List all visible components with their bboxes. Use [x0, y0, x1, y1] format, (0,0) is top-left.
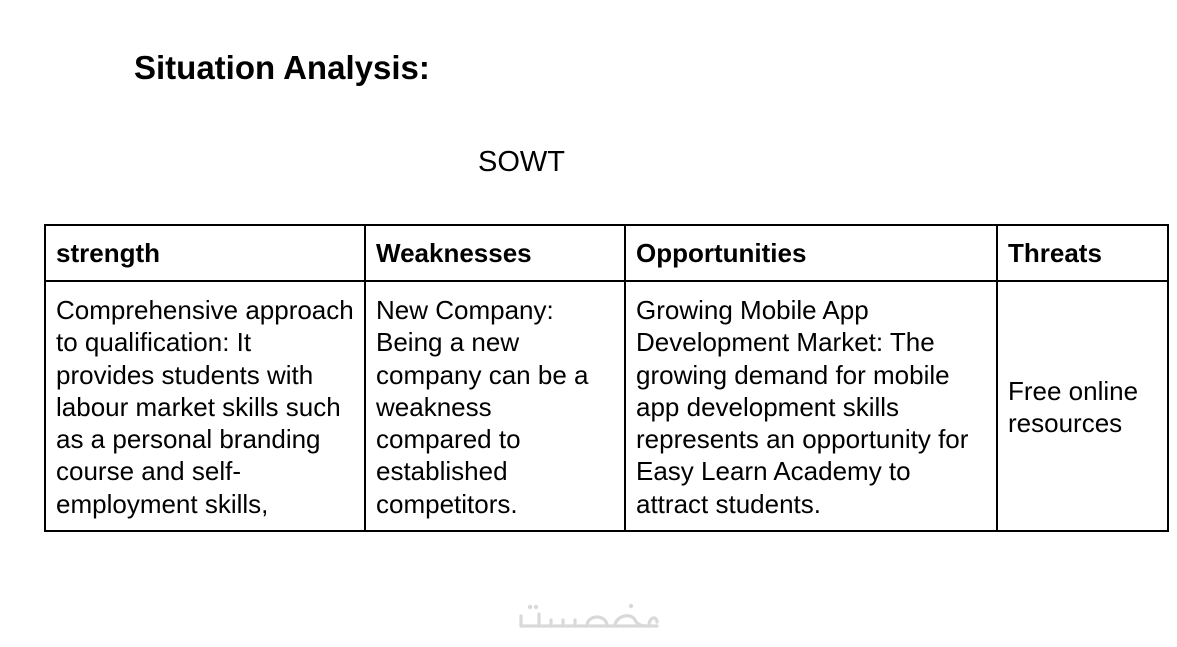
- header-opportunities: Opportunities: [625, 225, 997, 281]
- header-threats: Threats: [997, 225, 1168, 281]
- page-title: Situation Analysis:: [134, 49, 430, 86]
- header-weaknesses: Weaknesses: [365, 225, 625, 281]
- cell-opportunities: Growing Mobile App Development Market: The growing demand for mobile app development skills represents an opportunity for Easy Learn Academy to attract students.: [625, 281, 997, 531]
- header-strength: strength: [45, 225, 365, 281]
- cell-strength: Comprehensive approach to qualification: It provides students with labour market skills such as a personal branding course and self-employment skills,: [45, 281, 365, 531]
- swot-header-row: [45, 225, 1168, 281]
- swot-table: [44, 224, 1169, 532]
- swot-content-row: [45, 281, 1168, 531]
- cell-threats: Free online resources: [997, 281, 1168, 531]
- cell-weaknesses: New Company: Being a new company can be a weakness compared to established competitors.: [365, 281, 625, 531]
- khamsat-watermark-logo: [519, 598, 661, 638]
- swot-subheading: SOWT: [478, 146, 565, 178]
